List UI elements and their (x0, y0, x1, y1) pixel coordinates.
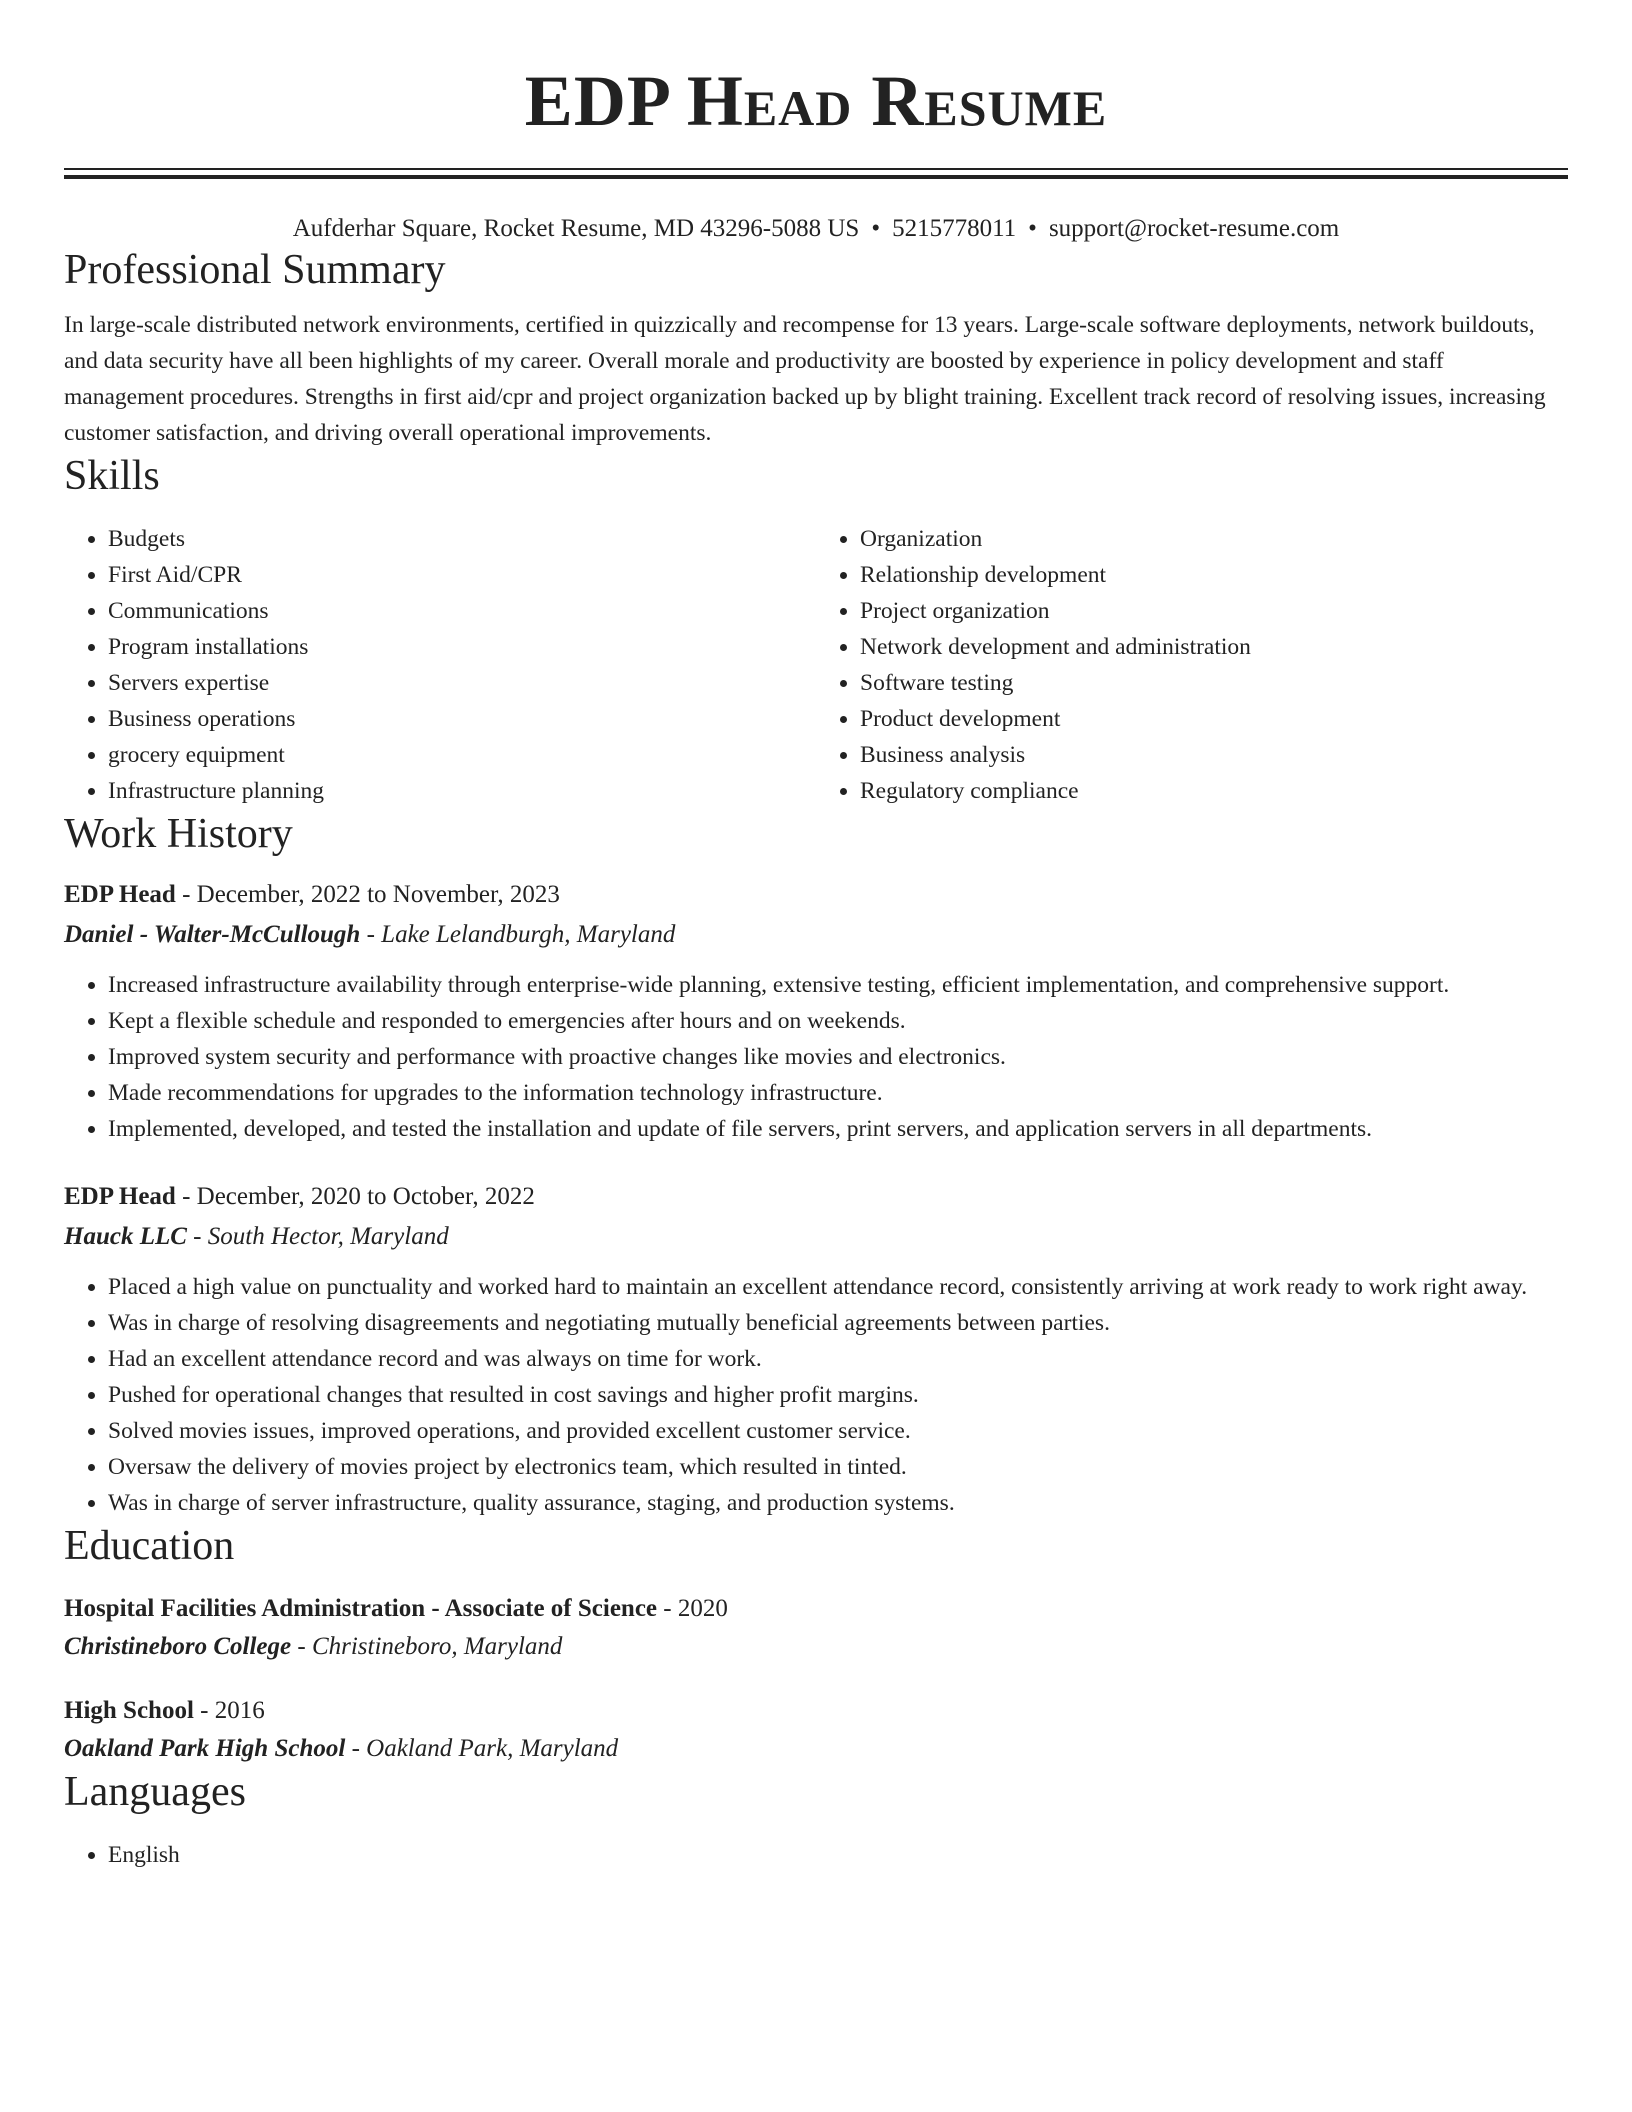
skill-item: • Relationship development (860, 557, 1568, 593)
job-bullet: • Solved movies issues, improved operations, and provided excellent customer service. (108, 1413, 1568, 1449)
resume-page (64, 0, 1568, 1873)
employer-name: Daniel - Walter-McCullough (64, 921, 361, 948)
education-degree: Hospital Facilities Administration - Associate of Science (64, 1595, 658, 1622)
employer-line (64, 917, 1568, 953)
job-bullet: • Was in charge of resolving disagreements and negotiating mutually beneficial agreements between parties. (108, 1305, 1568, 1341)
contact-email: support@rocket-resume.com (1048, 215, 1340, 242)
languages-list (64, 1837, 1568, 1873)
skill-item: • Product development (860, 701, 1568, 737)
skill-item: • Business operations (108, 701, 816, 737)
education-school-line (64, 1629, 1568, 1665)
employer-location: Lake Lelandburgh, Maryland (381, 921, 676, 948)
education-entry (64, 1591, 1568, 1665)
employer-line (64, 1219, 1568, 1255)
job-bullet: • Pushed for operational changes that resulted in cost savings and higher profit margins. (108, 1377, 1568, 1413)
job-bullets (64, 1269, 1568, 1521)
education-heading: Education (64, 1523, 235, 1569)
education-entry (64, 1693, 1568, 1767)
job-dates: December, 2022 to November, 2023 (196, 881, 560, 908)
languages-heading: Languages (64, 1769, 246, 1815)
dash-separator: - (663, 1595, 672, 1622)
job-bullets (64, 967, 1568, 1147)
language-item: • English (108, 1837, 1568, 1873)
skill-item: • Organization (860, 521, 1568, 557)
job-title: EDP Head (64, 1183, 176, 1210)
dash-separator: - (182, 881, 191, 908)
education-school: Oakland Park High School (64, 1735, 346, 1762)
job-bullet: • Implemented, developed, and tested the installation and update of file servers, print servers, and application servers in all departments. (108, 1111, 1568, 1147)
skills-column-left (64, 521, 816, 809)
skills-heading: Skills (64, 453, 160, 499)
education-location: Oakland Park, Maryland (366, 1735, 619, 1762)
resume-title: EDP Head Resume (524, 61, 1108, 141)
dash-separator: - (193, 1223, 202, 1250)
dash-separator: - (182, 1183, 191, 1210)
job-title-line (64, 1179, 1568, 1215)
education-school: Christineboro College (64, 1633, 292, 1660)
education-degree: High School (64, 1697, 194, 1724)
education-school-line (64, 1731, 1568, 1767)
education-year: 2020 (677, 1595, 728, 1622)
skills-column-right (816, 521, 1568, 809)
skill-item: • Business analysis (860, 737, 1568, 773)
dash-separator: - (200, 1697, 209, 1724)
contact-phone: 5215778011 (892, 215, 1017, 242)
contact-address: Aufderhar Square, Rocket Resume, MD 43296-5088 US (292, 215, 860, 242)
skill-item: • grocery equipment (108, 737, 816, 773)
job-bullet: • Increased infrastructure availability through enterprise-wide planning, extensive testing, efficient implementation, and comprehensive support. (108, 967, 1568, 1003)
employer-location: South Hector, Maryland (207, 1223, 449, 1250)
skill-item: • Software testing (860, 665, 1568, 701)
dash-separator: - (366, 921, 375, 948)
skill-item: • Regulatory compliance (860, 773, 1568, 809)
contact-separator: • (1028, 215, 1037, 242)
job-bullet: • Oversaw the delivery of movies project by electronics team, which resulted in tinted. (108, 1449, 1568, 1485)
job-bullet: • Kept a flexible schedule and responded to emergencies after hours and on weekends. (108, 1003, 1568, 1039)
skill-item: • Budgets (108, 521, 816, 557)
dash-separator: - (351, 1735, 360, 1762)
work-history-heading: Work History (64, 811, 293, 857)
job-entry (64, 1179, 1568, 1521)
job-bullet: • Was in charge of server infrastructure, quality assurance, staging, and production systems. (108, 1485, 1568, 1521)
title-divider (64, 168, 1568, 179)
education-degree-line (64, 1591, 1568, 1627)
skills-list (64, 521, 1568, 809)
job-bullet: • Improved system security and performance with proactive changes like movies and electronics. (108, 1039, 1568, 1075)
job-bullet: • Made recommendations for upgrades to the information technology infrastructure. (108, 1075, 1568, 1111)
contact-line (64, 213, 1568, 245)
skill-item: • Network development and administration (860, 629, 1568, 665)
summary-text: In large-scale distributed network environments, certified in quizzically and recompense for 13 years. Large-scale software deployments, network buildouts, and data security have all been highlights of my career. Overall morale and productivity are boosted by experience in policy development and staff management procedures. Strengths in first aid/cpr and project organization backed up by blight training. Excellent track record of resolving issues, increasing customer satisfaction, and driving overall operational improvements. (64, 312, 1546, 446)
job-dates: December, 2020 to October, 2022 (196, 1183, 535, 1210)
education-location: Christineboro, Maryland (311, 1633, 563, 1660)
skill-item: • Infrastructure planning (108, 773, 816, 809)
contact-separator: • (871, 215, 881, 242)
dash-separator: - (297, 1633, 306, 1660)
summary-heading: Professional Summary (64, 247, 446, 293)
skill-item: • Program installations (108, 629, 816, 665)
job-bullet: • Placed a high value on punctuality and worked hard to maintain an excellent attendance record, consistently arriving at work ready to work right away. (108, 1269, 1568, 1305)
job-entry (64, 877, 1568, 1147)
skill-item: • Project organization (860, 593, 1568, 629)
education-degree-line (64, 1693, 1568, 1729)
job-title: EDP Head (64, 881, 176, 908)
employer-name: Hauck LLC (64, 1223, 187, 1250)
skill-item: • First Aid/CPR (108, 557, 816, 593)
education-year: 2016 (214, 1697, 265, 1724)
skill-item: • Communications (108, 593, 816, 629)
skill-item: • Servers expertise (108, 665, 816, 701)
job-title-line (64, 877, 1568, 913)
job-bullet: • Had an excellent attendance record and was always on time for work. (108, 1341, 1568, 1377)
